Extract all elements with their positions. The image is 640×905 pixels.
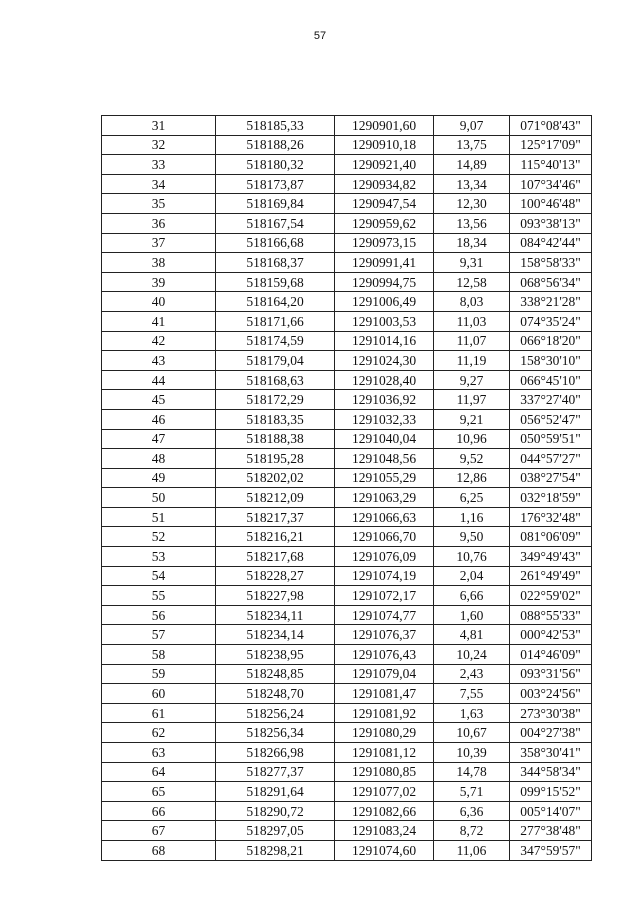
point-number-cell: 62 — [102, 723, 216, 743]
point-number-cell: 54 — [102, 566, 216, 586]
y-coordinate-cell: 1291080,29 — [335, 723, 434, 743]
bearing-cell: 038°27'54" — [510, 468, 592, 488]
table-row — [102, 566, 592, 586]
x-coordinate-cell: 518291,64 — [216, 782, 335, 802]
bearing-cell: 022°59'02" — [510, 586, 592, 606]
bearing-cell: 277°38'48" — [510, 821, 592, 841]
y-coordinate-cell: 1291076,43 — [335, 645, 434, 665]
table-row — [102, 762, 592, 782]
table-row — [102, 586, 592, 606]
y-coordinate-cell: 1290921,40 — [335, 155, 434, 175]
y-coordinate-cell: 1291076,37 — [335, 625, 434, 645]
y-coordinate-cell: 1291082,66 — [335, 801, 434, 821]
table-row — [102, 507, 592, 527]
y-coordinate-cell: 1291032,33 — [335, 409, 434, 429]
distance-cell: 7,55 — [434, 684, 510, 704]
bearing-cell: 125°17'09" — [510, 135, 592, 155]
table-row — [102, 801, 592, 821]
y-coordinate-cell: 1291081,12 — [335, 743, 434, 763]
distance-cell: 2,04 — [434, 566, 510, 586]
bearing-cell: 100°46'48" — [510, 194, 592, 214]
y-coordinate-cell: 1290947,54 — [335, 194, 434, 214]
table-row — [102, 821, 592, 841]
table-row — [102, 213, 592, 233]
bearing-cell: 088°55'33" — [510, 605, 592, 625]
x-coordinate-cell: 518188,38 — [216, 429, 335, 449]
y-coordinate-cell: 1291003,53 — [335, 311, 434, 331]
distance-cell: 6,66 — [434, 586, 510, 606]
bearing-cell: 261°49'49" — [510, 566, 592, 586]
y-coordinate-cell: 1290994,75 — [335, 272, 434, 292]
bearing-cell: 158°58'33" — [510, 253, 592, 273]
point-number-cell: 56 — [102, 605, 216, 625]
y-coordinate-cell: 1291081,92 — [335, 703, 434, 723]
table-row — [102, 645, 592, 665]
x-coordinate-cell: 518298,21 — [216, 840, 335, 860]
bearing-cell: 003°24'56" — [510, 684, 592, 704]
point-number-cell: 47 — [102, 429, 216, 449]
distance-cell: 14,78 — [434, 762, 510, 782]
table-row — [102, 743, 592, 763]
x-coordinate-cell: 518173,87 — [216, 174, 335, 194]
point-number-cell: 59 — [102, 664, 216, 684]
distance-cell: 14,89 — [434, 155, 510, 175]
distance-cell: 18,34 — [434, 233, 510, 253]
x-coordinate-cell: 518228,27 — [216, 566, 335, 586]
point-number-cell: 48 — [102, 449, 216, 469]
x-coordinate-cell: 518266,98 — [216, 743, 335, 763]
point-number-cell: 40 — [102, 292, 216, 312]
x-coordinate-cell: 518277,37 — [216, 762, 335, 782]
y-coordinate-cell: 1291083,24 — [335, 821, 434, 841]
point-number-cell: 41 — [102, 311, 216, 331]
x-coordinate-cell: 518256,34 — [216, 723, 335, 743]
y-coordinate-cell: 1291080,85 — [335, 762, 434, 782]
table-row — [102, 840, 592, 860]
coordinates-table-body — [102, 116, 592, 861]
distance-cell: 10,76 — [434, 547, 510, 567]
x-coordinate-cell: 518183,35 — [216, 409, 335, 429]
y-coordinate-cell: 1291006,49 — [335, 292, 434, 312]
x-coordinate-cell: 518234,14 — [216, 625, 335, 645]
bearing-cell: 004°27'38" — [510, 723, 592, 743]
y-coordinate-cell: 1291048,56 — [335, 449, 434, 469]
distance-cell: 11,97 — [434, 390, 510, 410]
point-number-cell: 39 — [102, 272, 216, 292]
distance-cell: 12,30 — [434, 194, 510, 214]
y-coordinate-cell: 1290901,60 — [335, 116, 434, 136]
x-coordinate-cell: 518227,98 — [216, 586, 335, 606]
bearing-cell: 066°45'10" — [510, 370, 592, 390]
table-row — [102, 351, 592, 371]
bearing-cell: 044°57'27" — [510, 449, 592, 469]
distance-cell: 8,03 — [434, 292, 510, 312]
y-coordinate-cell: 1291081,47 — [335, 684, 434, 704]
y-coordinate-cell: 1291040,04 — [335, 429, 434, 449]
point-number-cell: 45 — [102, 390, 216, 410]
y-coordinate-cell: 1290991,41 — [335, 253, 434, 273]
x-coordinate-cell: 518188,26 — [216, 135, 335, 155]
table-row — [102, 155, 592, 175]
point-number-cell: 67 — [102, 821, 216, 841]
table-row — [102, 547, 592, 567]
x-coordinate-cell: 518179,04 — [216, 351, 335, 371]
y-coordinate-cell: 1291055,29 — [335, 468, 434, 488]
x-coordinate-cell: 518185,33 — [216, 116, 335, 136]
table-row — [102, 782, 592, 802]
bearing-cell: 005°14'07" — [510, 801, 592, 821]
distance-cell: 9,31 — [434, 253, 510, 273]
distance-cell: 12,86 — [434, 468, 510, 488]
bearing-cell: 014°46'09" — [510, 645, 592, 665]
table-row — [102, 292, 592, 312]
bearing-cell: 115°40'13" — [510, 155, 592, 175]
distance-cell: 2,43 — [434, 664, 510, 684]
distance-cell: 10,96 — [434, 429, 510, 449]
distance-cell: 10,24 — [434, 645, 510, 665]
bearing-cell: 347°59'57" — [510, 840, 592, 860]
bearing-cell: 093°38'13" — [510, 213, 592, 233]
distance-cell: 1,63 — [434, 703, 510, 723]
point-number-cell: 46 — [102, 409, 216, 429]
table-row — [102, 390, 592, 410]
distance-cell: 9,07 — [434, 116, 510, 136]
table-row — [102, 253, 592, 273]
point-number-cell: 52 — [102, 527, 216, 547]
x-coordinate-cell: 518248,85 — [216, 664, 335, 684]
distance-cell: 11,19 — [434, 351, 510, 371]
y-coordinate-cell: 1291079,04 — [335, 664, 434, 684]
y-coordinate-cell: 1291014,16 — [335, 331, 434, 351]
y-coordinate-cell: 1291024,30 — [335, 351, 434, 371]
bearing-cell: 158°30'10" — [510, 351, 592, 371]
coordinates-table — [101, 115, 592, 861]
point-number-cell: 34 — [102, 174, 216, 194]
bearing-cell: 337°27'40" — [510, 390, 592, 410]
point-number-cell: 33 — [102, 155, 216, 175]
table-row — [102, 488, 592, 508]
table-row — [102, 116, 592, 136]
point-number-cell: 60 — [102, 684, 216, 704]
x-coordinate-cell: 518166,68 — [216, 233, 335, 253]
distance-cell: 9,21 — [434, 409, 510, 429]
x-coordinate-cell: 518248,70 — [216, 684, 335, 704]
distance-cell: 1,60 — [434, 605, 510, 625]
distance-cell: 9,27 — [434, 370, 510, 390]
point-number-cell: 68 — [102, 840, 216, 860]
y-coordinate-cell: 1291074,77 — [335, 605, 434, 625]
x-coordinate-cell: 518180,32 — [216, 155, 335, 175]
point-number-cell: 58 — [102, 645, 216, 665]
y-coordinate-cell: 1291074,60 — [335, 840, 434, 860]
x-coordinate-cell: 518174,59 — [216, 331, 335, 351]
y-coordinate-cell: 1291074,19 — [335, 566, 434, 586]
x-coordinate-cell: 518168,63 — [216, 370, 335, 390]
x-coordinate-cell: 518234,11 — [216, 605, 335, 625]
bearing-cell: 068°56'34" — [510, 272, 592, 292]
distance-cell: 13,56 — [434, 213, 510, 233]
point-number-cell: 61 — [102, 703, 216, 723]
table-row — [102, 429, 592, 449]
distance-cell: 5,71 — [434, 782, 510, 802]
point-number-cell: 31 — [102, 116, 216, 136]
x-coordinate-cell: 518167,54 — [216, 213, 335, 233]
bearing-cell: 093°31'56" — [510, 664, 592, 684]
point-number-cell: 51 — [102, 507, 216, 527]
x-coordinate-cell: 518202,02 — [216, 468, 335, 488]
point-number-cell: 37 — [102, 233, 216, 253]
point-number-cell: 50 — [102, 488, 216, 508]
bearing-cell: 176°32'48" — [510, 507, 592, 527]
distance-cell: 4,81 — [434, 625, 510, 645]
point-number-cell: 57 — [102, 625, 216, 645]
bearing-cell: 107°34'46" — [510, 174, 592, 194]
x-coordinate-cell: 518159,68 — [216, 272, 335, 292]
point-number-cell: 65 — [102, 782, 216, 802]
distance-cell: 10,39 — [434, 743, 510, 763]
table-row — [102, 233, 592, 253]
bearing-cell: 056°52'47" — [510, 409, 592, 429]
y-coordinate-cell: 1290959,62 — [335, 213, 434, 233]
point-number-cell: 63 — [102, 743, 216, 763]
table-row — [102, 135, 592, 155]
distance-cell: 9,52 — [434, 449, 510, 469]
bearing-cell: 084°42'44" — [510, 233, 592, 253]
y-coordinate-cell: 1290934,82 — [335, 174, 434, 194]
bearing-cell: 074°35'24" — [510, 311, 592, 331]
y-coordinate-cell: 1291076,09 — [335, 547, 434, 567]
bearing-cell: 338°21'28" — [510, 292, 592, 312]
bearing-cell: 066°18'20" — [510, 331, 592, 351]
point-number-cell: 32 — [102, 135, 216, 155]
distance-cell: 6,36 — [434, 801, 510, 821]
bearing-cell: 273°30'38" — [510, 703, 592, 723]
table-row — [102, 684, 592, 704]
point-number-cell: 55 — [102, 586, 216, 606]
x-coordinate-cell: 518217,68 — [216, 547, 335, 567]
bearing-cell: 071°08'43" — [510, 116, 592, 136]
x-coordinate-cell: 518297,05 — [216, 821, 335, 841]
y-coordinate-cell: 1290973,15 — [335, 233, 434, 253]
table-row — [102, 311, 592, 331]
x-coordinate-cell: 518212,09 — [216, 488, 335, 508]
bearing-cell: 358°30'41" — [510, 743, 592, 763]
distance-cell: 9,50 — [434, 527, 510, 547]
bearing-cell: 349°49'43" — [510, 547, 592, 567]
x-coordinate-cell: 518172,29 — [216, 390, 335, 410]
distance-cell: 8,72 — [434, 821, 510, 841]
table-row — [102, 370, 592, 390]
point-number-cell: 38 — [102, 253, 216, 273]
table-row — [102, 331, 592, 351]
point-number-cell: 49 — [102, 468, 216, 488]
bearing-cell: 344°58'34" — [510, 762, 592, 782]
y-coordinate-cell: 1290910,18 — [335, 135, 434, 155]
x-coordinate-cell: 518216,21 — [216, 527, 335, 547]
table-row — [102, 409, 592, 429]
table-row — [102, 703, 592, 723]
bearing-cell: 081°06'09" — [510, 527, 592, 547]
x-coordinate-cell: 518290,72 — [216, 801, 335, 821]
x-coordinate-cell: 518169,84 — [216, 194, 335, 214]
y-coordinate-cell: 1291063,29 — [335, 488, 434, 508]
distance-cell: 11,07 — [434, 331, 510, 351]
distance-cell: 13,75 — [434, 135, 510, 155]
x-coordinate-cell: 518256,24 — [216, 703, 335, 723]
y-coordinate-cell: 1291077,02 — [335, 782, 434, 802]
y-coordinate-cell: 1291066,70 — [335, 527, 434, 547]
distance-cell: 10,67 — [434, 723, 510, 743]
point-number-cell: 43 — [102, 351, 216, 371]
distance-cell: 6,25 — [434, 488, 510, 508]
point-number-cell: 35 — [102, 194, 216, 214]
distance-cell: 11,06 — [434, 840, 510, 860]
table-row — [102, 664, 592, 684]
table-row — [102, 625, 592, 645]
bearing-cell: 099°15'52" — [510, 782, 592, 802]
table-row — [102, 527, 592, 547]
table-row — [102, 174, 592, 194]
bearing-cell: 000°42'53" — [510, 625, 592, 645]
table-row — [102, 468, 592, 488]
bearing-cell: 050°59'51" — [510, 429, 592, 449]
table-row — [102, 272, 592, 292]
point-number-cell: 53 — [102, 547, 216, 567]
table-row — [102, 194, 592, 214]
y-coordinate-cell: 1291036,92 — [335, 390, 434, 410]
point-number-cell: 64 — [102, 762, 216, 782]
x-coordinate-cell: 518217,37 — [216, 507, 335, 527]
table-row — [102, 605, 592, 625]
x-coordinate-cell: 518195,28 — [216, 449, 335, 469]
bearing-cell: 032°18'59" — [510, 488, 592, 508]
table-row — [102, 723, 592, 743]
x-coordinate-cell: 518238,95 — [216, 645, 335, 665]
y-coordinate-cell: 1291072,17 — [335, 586, 434, 606]
y-coordinate-cell: 1291028,40 — [335, 370, 434, 390]
table-row — [102, 449, 592, 469]
point-number-cell: 44 — [102, 370, 216, 390]
distance-cell: 13,34 — [434, 174, 510, 194]
point-number-cell: 36 — [102, 213, 216, 233]
distance-cell: 12,58 — [434, 272, 510, 292]
page-number: 57 — [313, 30, 327, 42]
point-number-cell: 42 — [102, 331, 216, 351]
x-coordinate-cell: 518171,66 — [216, 311, 335, 331]
distance-cell: 11,03 — [434, 311, 510, 331]
point-number-cell: 66 — [102, 801, 216, 821]
x-coordinate-cell: 518164,20 — [216, 292, 335, 312]
distance-cell: 1,16 — [434, 507, 510, 527]
y-coordinate-cell: 1291066,63 — [335, 507, 434, 527]
x-coordinate-cell: 518168,37 — [216, 253, 335, 273]
